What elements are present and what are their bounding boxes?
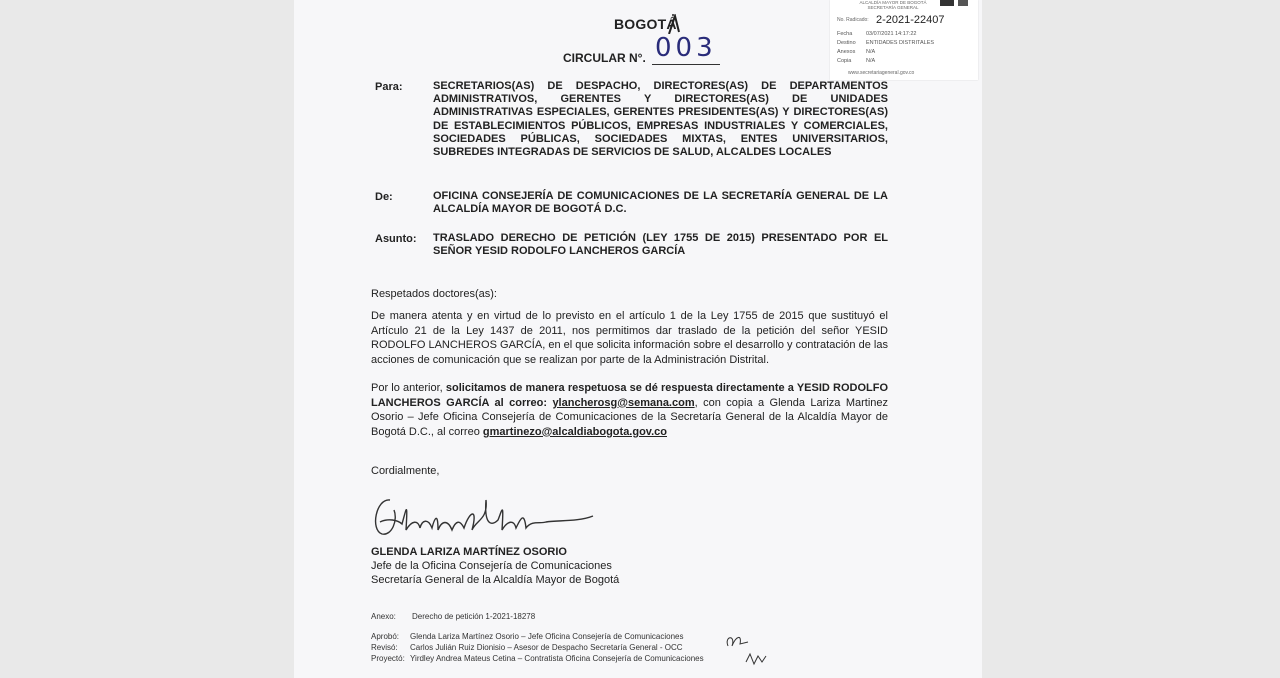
- para-recipients: SECRETARIOS(AS) DE DESPACHO, DIRECTORES(AS) DE DEPARTAMENTOS ADMINISTRATIVOS, GERENTES Y DIRECTORES(AS) DE UNIDADES ADMINISTRATIVAS ESPECIALES, GERENTES PRESIDENTES(AS) Y DIRECTORES(AS) DE ESTABLECIMIENTOS PÚBLICOS, EMPRESAS INDUSTRIALES Y COMERCIALES, SOCIEDADES PÚBLICAS, SOCIEDADES MIXTAS, ENTES UNIVERSITARIOS, SUBREDES INTEGRADAS DE SERVICIOS DE SALUD, ALCALDES LOCALES: [433, 80, 888, 159]
- sticker-row-value: N/A: [866, 49, 876, 55]
- sticker-row-label: Copia: [837, 58, 852, 64]
- para-label: Para:: [375, 81, 403, 93]
- body-paragraph-2: Por lo anterior, solicitamos de manera respetuosa se dé respuesta directamente a YESID RODOLFO LANCHEROS GARCÍA al correo: ylancherosg@semana.com, con copia a Glenda Lariza Martinez Osorio – Jefe Oficina Consejería de Comunicaciones de la Secretaría General de la Alcaldía Mayor de Bogotá D.C., al correo gmartinezo@alcaldiabogota.gov.co: [371, 382, 888, 438]
- de-label: De:: [375, 191, 393, 203]
- sticker-heading: ALCALDÍA MAYOR DE BOGOTÁ SECRETARÍA GENERAL: [859, 0, 927, 10]
- radicado-number: 2-2021-22407: [876, 14, 945, 26]
- initials-icon: [722, 632, 772, 668]
- circular-underline: [652, 64, 720, 65]
- email-link-gmartinezo[interactable]: gmartinezo@alcaldiabogota.gov.co: [482, 425, 667, 438]
- approval-label: Revisó:: [371, 643, 398, 652]
- logo-accent-icon: [668, 14, 680, 34]
- barcode-icon: [958, 0, 968, 6]
- qr-code-icon: [940, 0, 954, 6]
- signatory-name: GLENDA LARIZA MARTÍNEZ OSORIO: [371, 546, 567, 558]
- email-link-ylancheros[interactable]: ylancherosg@semana.com: [552, 396, 695, 409]
- circular-label: CIRCULAR N°.: [563, 51, 646, 65]
- sticker-row-value: ENTIDADES DISTRITALES: [866, 40, 935, 46]
- closing: Cordialmente,: [371, 465, 440, 477]
- handwritten-signature-icon: [368, 490, 608, 550]
- sticker-row-label: Fecha: [837, 31, 853, 37]
- de-sender: OFICINA CONSEJERÍA DE COMUNICACIONES DE LA SECRETARÍA GENERAL DE LA ALCALDÍA MAYOR DE BOGOTÁ D.C.: [433, 190, 888, 216]
- radicado-label: No. Radicado:: [837, 17, 869, 23]
- anexo-label: Anexo:: [371, 612, 396, 621]
- bogota-logo: BOGOTÁ: [614, 16, 677, 32]
- approval-value: Glenda Lariza Martínez Osorio – Jefe Oficina Consejería de Comunicaciones: [410, 632, 684, 641]
- asunto-subject: TRASLADO DERECHO DE PETICIÓN (LEY 1755 DE 2015) PRESENTADO POR EL SEÑOR YESID RODOLFO LANCHEROS GARCÍA: [433, 232, 888, 258]
- sticker-url: www.secretariageneral.gov.co: [848, 70, 915, 76]
- asunto-label: Asunto:: [375, 233, 417, 245]
- sticker-row-label: Anexos: [837, 49, 856, 55]
- anexo-value: Derecho de petición 1-2021-18278: [412, 612, 536, 621]
- approval-label: Proyectó:: [371, 654, 405, 663]
- sticker-row-value: N/A: [866, 58, 876, 64]
- circular-number: 003: [655, 33, 717, 63]
- signatory-organization: Secretaría General de la Alcaldía Mayor de Bogotá: [371, 574, 620, 586]
- sticker-row-value: 03/07/2021 14:17:22: [866, 31, 917, 37]
- approval-label: Aprobó:: [371, 632, 400, 641]
- approval-value: Carlos Julián Ruiz Dionisio – Asesor de Despacho Secretaría General - OCC: [410, 643, 683, 652]
- body-paragraph-1: De manera atenta y en virtud de lo previsto en el artículo 1 de la Ley 1755 de 2015 que sustituyó el Artículo 21 de la Ley 1437 de 2011, nos permitimos dar traslado de la petición del señor YESID RODOLFO LANCHEROS GARCÍA, en el que solicita información sobre el desarrollo y contratación de las acciones de comunicación que se realizan por parte de la Administración Distrital.: [371, 310, 888, 366]
- signatory-title: Jefe de la Oficina Consejería de Comunicaciones: [371, 560, 612, 572]
- salutation: Respetados doctores(as):: [371, 288, 497, 300]
- approval-value: Yirdley Andrea Mateus Cetina – Contratista Oficina Consejería de Comunicaciones: [410, 654, 704, 663]
- sticker-row-label: Destino: [837, 40, 856, 46]
